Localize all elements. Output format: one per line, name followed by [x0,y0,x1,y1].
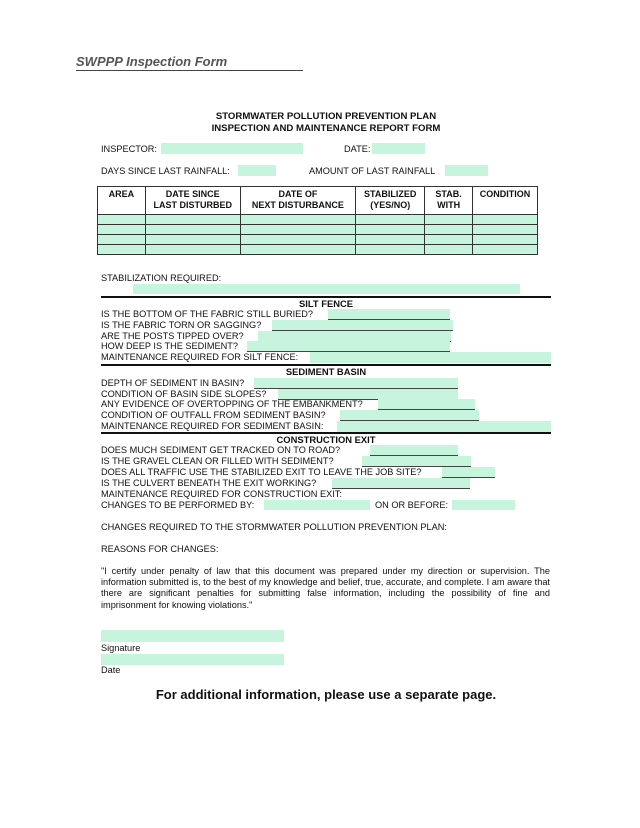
basin-q2-field[interactable] [278,389,458,399]
table-row [98,245,538,255]
exit-q3: DOES ALL TRAFFIC USE THE STABILIZED EXIT TO LEAVE THE JOB SITE? [101,467,422,477]
exit-q6: CHANGES TO BE PERFORMED BY: [101,500,255,510]
days-since-rainfall-field[interactable] [238,165,276,176]
amount-rainfall-field[interactable] [445,165,488,176]
table-row [98,225,538,235]
inspector-label: INSPECTOR: [101,144,157,154]
exit-q1: DOES MUCH SEDIMENT GET TRACKED ON TO ROAD? [101,445,341,455]
signature-date-field[interactable] [101,654,284,665]
silt-q3-field[interactable] [258,331,451,341]
header-underline [76,70,303,71]
silt-q4-field[interactable] [247,341,450,351]
silt-q1-field[interactable] [328,309,450,319]
additional-info-note: For additional information, please use a separate page. [155,687,497,702]
title-line-2: INSPECTION AND MAINTENANCE REPORT FORM [211,123,441,134]
exit-q1-field[interactable] [370,445,458,455]
col-header-date-since: DATE SINCE LAST DISTURBED [145,187,240,215]
basin-q4: CONDITION OF OUTFALL FROM SEDIMENT BASIN? [101,410,326,420]
silt-q2: IS THE FABRIC TORN OR SAGGING? [101,320,262,330]
silt-fence-heading: SILT FENCE [299,298,353,309]
stabilization-label: STABILIZATION REQUIRED: [101,273,222,283]
exit-q4-field[interactable] [332,478,470,488]
days-since-rainfall-label: DAYS SINCE LAST RAINFALL: [101,166,230,176]
silt-q2-field[interactable] [272,320,453,330]
col-header-condition: CONDITION [473,187,538,215]
silt-q3: ARE THE POSTS TIPPED OVER? [101,331,244,341]
basin-q4-field[interactable] [340,410,479,420]
date-label: DATE: [344,144,371,154]
title-line-1: STORMWATER POLLUTION PREVENTION PLAN [215,111,437,122]
changes-performed-by-field[interactable] [264,500,370,510]
table-row [98,235,538,245]
form-header-title: SWPPP Inspection Form [76,54,228,69]
silt-q1: IS THE BOTTOM OF THE FABRIC STILL BURIED? [101,309,314,319]
basin-q5-field[interactable] [337,421,551,432]
exit-q2: IS THE GRAVEL CLEAN OR FILLED WITH SEDIMENT? [101,456,334,466]
basin-q1: DEPTH OF SEDIMENT IN BASIN? [101,378,245,388]
col-header-date-of: DATE OF NEXT DISTURBANCE [240,187,356,215]
col-header-area: AREA [98,187,146,215]
exit-q4: IS THE CULVERT BENEATH THE EXIT WORKING? [101,478,317,488]
basin-q3-field[interactable] [378,399,475,409]
basin-q1-field[interactable] [254,378,458,388]
exit-q2-field[interactable] [362,456,471,466]
exit-q3-field[interactable] [442,467,495,477]
amount-rainfall-label: AMOUNT OF LAST RAINFALL [309,166,436,176]
inspector-field[interactable] [161,143,303,154]
basin-q2: CONDITION OF BASIN SIDE SLOPES? [101,389,267,399]
reasons-label: REASONS FOR CHANGES: [101,544,219,554]
exit-q6b: ON OR BEFORE: [375,500,448,510]
silt-q5-field[interactable] [310,352,551,363]
basin-q3: ANY EVIDENCE OF OVERTOPPING OF THE EMBANKMENT? [101,399,363,409]
changes-required-label: CHANGES REQUIRED TO THE STORMWATER POLLUTION PREVENTION PLAN: [101,522,447,532]
exit-q5: MAINTENANCE REQUIRED FOR CONSTRUCTION EXIT: [101,489,342,499]
construction-exit-heading: CONSTRUCTION EXIT [276,434,376,445]
on-or-before-field[interactable] [452,500,515,510]
signature-field[interactable] [101,630,284,642]
date-field[interactable] [372,143,425,154]
certification-text: "I certify under penalty of law that this document was prepared under my direction or supervision. The information submitted is, to the best of my knowledge and belief, true, accurate, and complete. I am aware that there are significant penalties for submitting false information, including the possibility of fine and imprisonment for knowing violations." [101,566,550,610]
signature-label: Signature [101,643,141,653]
table-row [98,215,538,225]
col-header-stab-with: STAB. WITH [425,187,473,215]
basin-q5: MAINTENANCE REQUIRED FOR SEDIMENT BASIN: [101,421,324,431]
col-header-stabilized: STABILIZED (YES/NO) [356,187,425,215]
area-table [97,186,538,255]
silt-q4: HOW DEEP IS THE SEDIMENT? [101,341,238,351]
date-label-bottom: Date [101,665,121,675]
sediment-basin-heading: SEDIMENT BASIN [285,366,367,377]
stabilization-field[interactable] [133,284,520,294]
silt-q5: MAINTENANCE REQUIRED FOR SILT FENCE: [101,352,299,362]
